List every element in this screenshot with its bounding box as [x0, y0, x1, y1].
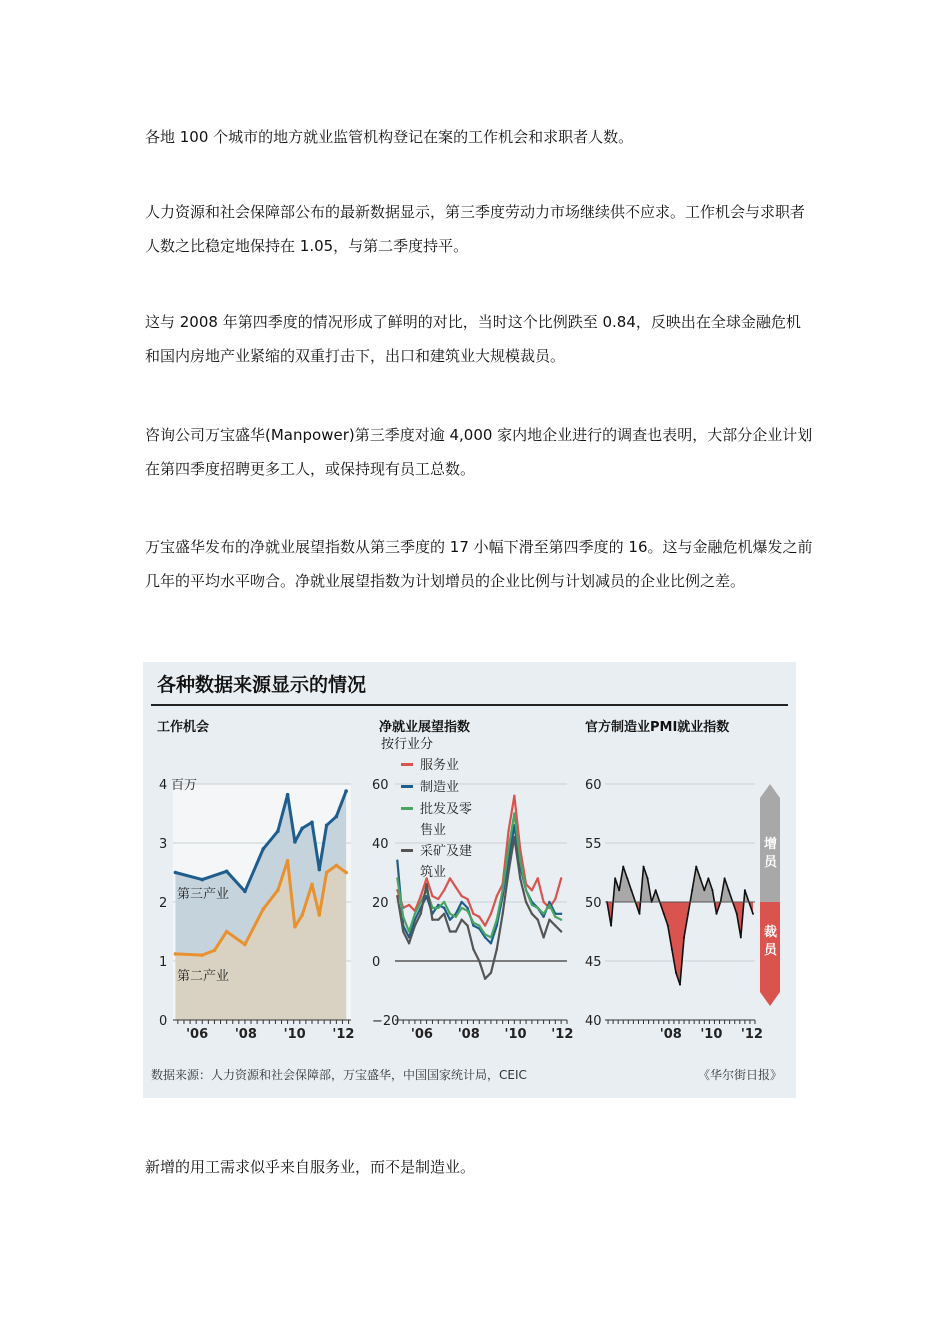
- chart2-point-3: [490, 936, 492, 938]
- chart1-point-tertiary: [325, 824, 329, 828]
- chart2-point-4: [507, 871, 509, 873]
- chart3-point: [703, 889, 705, 891]
- chart3-point: [740, 936, 742, 938]
- chart2-point-4: [525, 901, 527, 903]
- paragraph-1: 各地 100 个城市的地方就业监管机构登记在案的工作机会和求职者人数。: [145, 128, 634, 146]
- paragraph-5: 万宝盛华发布的净就业展望指数从第三季度的 17 小幅下滑至第四季度的 16。这与金融危机爆发之前几年的平均水平吻合。净就业展望指数为计划增员的企业比例与计划减员的企业比例之差。: [145, 538, 813, 590]
- chart2-point-3: [519, 860, 521, 862]
- chart2-point-1: [408, 904, 410, 906]
- chart2-subtitle: 按行业分: [381, 737, 434, 752]
- chart2-point-4: [402, 930, 404, 932]
- chart3-point: [736, 913, 738, 915]
- chart3-point: [679, 984, 681, 986]
- chart2-point-1: [554, 898, 556, 900]
- chart1-xtick-label: '08: [234, 1027, 257, 1042]
- chart2-point-4: [478, 960, 480, 962]
- chart2-point-3: [414, 913, 416, 915]
- chart2-point-4: [431, 919, 433, 921]
- chart1-point-secondary: [213, 949, 217, 953]
- chart1-point-tertiary: [243, 890, 247, 894]
- chart1-point-secondary: [174, 952, 178, 956]
- chart3-label-up: 增: [764, 837, 778, 852]
- chart2-point-3: [501, 889, 503, 891]
- chart3-xtick-label: '12: [740, 1027, 763, 1042]
- chart2-point-4: [437, 919, 439, 921]
- chart2-legend-label: 批发及零: [420, 802, 473, 817]
- chart1-point-secondary: [200, 953, 204, 957]
- chart2-point-2: [449, 919, 451, 921]
- chart3-label-down: 裁: [764, 925, 778, 940]
- chart2-point-2: [460, 901, 462, 903]
- chart3-point: [643, 866, 645, 868]
- chart2-point-4: [496, 948, 498, 950]
- chart2-point-2: [560, 913, 562, 915]
- figure-panel: [143, 662, 796, 1098]
- chart1-unit-label: 百万: [171, 778, 198, 793]
- chart1-point-tertiary: [310, 821, 314, 825]
- chart1-point-tertiary: [318, 868, 322, 872]
- chart2-point-4: [490, 972, 492, 974]
- chart2-point-4: [414, 924, 416, 926]
- chart2-point-4: [443, 913, 445, 915]
- figure-title: 各种数据来源显示的情况: [157, 674, 367, 696]
- chart1-ytick-label: 2: [159, 896, 168, 911]
- chart2-point-4: [531, 913, 533, 915]
- chart3-point: [728, 889, 730, 891]
- chart3-label-down-2: 员: [764, 943, 778, 958]
- paragraph-6: 新增的用工需求似乎来自服务业，而不是制造业。: [145, 1158, 476, 1176]
- chart1-point-secondary: [286, 859, 290, 863]
- chart3-point: [711, 889, 713, 891]
- chart2-point-1: [443, 889, 445, 891]
- chart1-xtick-label: '12: [332, 1027, 355, 1042]
- chart2-point-3: [472, 921, 474, 923]
- chart1-point-tertiary: [300, 826, 304, 830]
- chart1-ytick-label: 1: [159, 955, 168, 970]
- chart3-point: [707, 877, 709, 879]
- chart2-xtick-label: '08: [457, 1027, 480, 1042]
- chart3-title: 官方制造业PMI就业指数: [585, 720, 730, 735]
- chart2-point-4: [408, 942, 410, 944]
- chart2-point-2: [472, 924, 474, 926]
- chart2-point-1: [496, 895, 498, 897]
- chart2-point-3: [554, 916, 556, 918]
- chart2-legend-swatch: [401, 849, 413, 852]
- chart3-point: [626, 877, 628, 879]
- chart2-point-1: [449, 877, 451, 879]
- chart2-point-3: [542, 913, 544, 915]
- chart2-point-3: [420, 901, 422, 903]
- chart2-point-4: [484, 978, 486, 980]
- chart2-point-3: [484, 933, 486, 935]
- chart2-point-3: [525, 889, 527, 891]
- chart2-point-3: [513, 812, 515, 814]
- chart2-point-3: [455, 916, 457, 918]
- paragraph-4: 咨询公司万宝盛华(Manpower)第三季度对逾 4,000 家内地企业进行的调查也表明，大部分企业计划在第四季度招聘更多工人，或保持现有员工总数。: [145, 426, 813, 478]
- chart2-point-4: [501, 913, 503, 915]
- chart2-point-1: [472, 913, 474, 915]
- chart1-point-secondary: [344, 871, 348, 875]
- chart2-point-1: [437, 898, 439, 900]
- chart3-point: [675, 972, 677, 974]
- chart2-point-4: [420, 913, 422, 915]
- chart2-ytick-label: −20: [372, 1014, 400, 1029]
- chart2-title: 净就业展望指数: [379, 720, 471, 735]
- chart3-point: [695, 866, 697, 868]
- chart3-xtick-label: '10: [700, 1027, 723, 1042]
- chart2-point-3: [560, 919, 562, 921]
- chart2-point-4: [449, 930, 451, 932]
- chart1-title: 工作机会: [157, 720, 210, 735]
- chart1-point-tertiary: [200, 878, 204, 882]
- chart3-point: [614, 877, 616, 879]
- figure-publisher: 《华尔街日报》: [697, 1068, 782, 1082]
- chart2-point-4: [519, 877, 521, 879]
- chart3-point: [752, 913, 754, 915]
- chart1-point-tertiary: [276, 829, 280, 833]
- chart2-point-2: [490, 942, 492, 944]
- chart1-point-tertiary: [225, 870, 229, 874]
- chart1-point-secondary: [243, 943, 247, 947]
- paragraph-3: 这与 2008 年第四季度的情况形成了鲜明的对比，当时这个比例跌至 0.84，反映出在全球金融危机和国内房地产业紧缩的双重打击下，出口和建筑业大规模裁员。: [145, 313, 801, 365]
- chart2-point-1: [478, 916, 480, 918]
- chart2-point-1: [513, 795, 515, 797]
- chart2-point-3: [408, 930, 410, 932]
- chart1-point-secondary: [300, 913, 304, 917]
- chart2-point-4: [472, 948, 474, 950]
- chart3-point: [687, 913, 689, 915]
- chart3-ytick-label: 55: [585, 837, 602, 852]
- chart2-point-1: [507, 830, 509, 832]
- chart2-point-4: [560, 930, 562, 932]
- chart2-legend-label: 制造业: [420, 780, 460, 795]
- chart2-point-2: [443, 907, 445, 909]
- chart3-xtick-label: '08: [659, 1027, 682, 1042]
- chart2-point-2: [548, 901, 550, 903]
- chart3-point: [663, 913, 665, 915]
- chart3-point: [618, 889, 620, 891]
- chart2-point-3: [507, 848, 509, 850]
- chart3-point: [630, 889, 632, 891]
- chart3-point: [667, 925, 669, 927]
- chart2-point-4: [542, 936, 544, 938]
- chart3-point: [622, 866, 624, 868]
- chart1-point-tertiary: [174, 871, 178, 875]
- chart2-point-3: [443, 901, 445, 903]
- chart2-point-1: [484, 924, 486, 926]
- chart2-point-4: [537, 919, 539, 921]
- chart3-ytick-label: 45: [585, 955, 602, 970]
- chart3-ytick-label: 40: [585, 1014, 602, 1029]
- chart2-point-3: [460, 907, 462, 909]
- chart2-point-1: [431, 895, 433, 897]
- chart3-point: [744, 889, 746, 891]
- figure-source: 数据来源：人力资源和社会保障部，万宝盛华，中国国家统计局，CEIC: [151, 1068, 527, 1082]
- chart3-point: [715, 913, 717, 915]
- chart1-ytick-label: 3: [159, 837, 168, 852]
- chart2-point-1: [531, 889, 533, 891]
- chart2-point-4: [466, 924, 468, 926]
- chart2-point-1: [420, 895, 422, 897]
- chart1-ytick-label: 4: [159, 778, 168, 793]
- chart2-point-1: [537, 877, 539, 879]
- chart1-point-secondary: [225, 930, 229, 934]
- chart3-label-up-2: 员: [764, 855, 778, 870]
- chart1-point-secondary: [310, 883, 314, 887]
- chart2-point-4: [396, 895, 398, 897]
- chart2-legend-swatch: [401, 807, 413, 810]
- chart3-point: [638, 913, 640, 915]
- chart1-point-secondary: [276, 888, 280, 892]
- chart1-point-tertiary: [261, 847, 265, 851]
- chart2-legend-swatch: [401, 785, 413, 788]
- chart1-point-secondary: [293, 925, 297, 929]
- chart2-legend-swatch: [401, 763, 413, 766]
- chart2-point-2: [484, 936, 486, 938]
- chart1-point-tertiary: [335, 815, 339, 819]
- chart3-ytick-label: 60: [585, 778, 602, 793]
- chart1-ytick-label: 0: [159, 1014, 168, 1029]
- chart2-legend-label-cont: 售业: [420, 823, 447, 838]
- chart2-point-2: [542, 916, 544, 918]
- chart2-point-4: [554, 924, 556, 926]
- charts-canvas: [143, 662, 796, 1098]
- chart2-point-4: [513, 836, 515, 838]
- chart2-point-2: [466, 907, 468, 909]
- chart2-legend-label-cont: 筑业: [420, 865, 447, 880]
- chart2-ytick-label: 60: [372, 778, 389, 793]
- chart1-point-secondary: [318, 913, 322, 917]
- chart1-point-tertiary: [344, 789, 348, 793]
- chart2-legend-label: 服务业: [420, 758, 460, 773]
- chart2-point-3: [396, 877, 398, 879]
- paragraph-2: 人力资源和社会保障部公布的最新数据显示，第三季度劳动力市场继续供不应求。工作机会与求职者人数之比稳定地保持在 1.05，与第二季度持平。: [145, 203, 806, 255]
- chart2-point-4: [548, 919, 550, 921]
- chart2-point-1: [460, 895, 462, 897]
- chart3-point: [691, 889, 693, 891]
- chart2-point-3: [449, 913, 451, 915]
- chart2-ytick-label: 0: [372, 955, 381, 970]
- chart3-point: [683, 936, 685, 938]
- chart2-point-3: [402, 916, 404, 918]
- chart2-point-3: [496, 919, 498, 921]
- chart2-point-1: [455, 886, 457, 888]
- chart2-point-1: [560, 877, 562, 879]
- chart1-point-secondary: [325, 871, 329, 875]
- chart2-point-2: [396, 860, 398, 862]
- chart3-point: [671, 948, 673, 950]
- chart1-point-secondary: [261, 907, 265, 911]
- chart1-point-tertiary: [293, 840, 297, 844]
- chart3-point: [699, 877, 701, 879]
- chart2-point-3: [537, 907, 539, 909]
- chart2-point-1: [466, 898, 468, 900]
- chart3-ytick-label: 50: [585, 896, 602, 911]
- chart2-point-3: [531, 904, 533, 906]
- chart2-xtick-label: '10: [504, 1027, 527, 1042]
- chart2-point-3: [466, 910, 468, 912]
- chart1-point-tertiary: [286, 793, 290, 797]
- chart3-point: [647, 877, 649, 879]
- chart2-point-3: [437, 907, 439, 909]
- chart1-xtick-label: '06: [186, 1027, 209, 1042]
- chart1-point-secondary: [335, 864, 339, 868]
- chart2-point-1: [490, 913, 492, 915]
- chart2-xtick-label: '06: [410, 1027, 433, 1042]
- chart2-point-4: [425, 883, 427, 885]
- chart2-point-3: [478, 924, 480, 926]
- chart2-point-4: [455, 930, 457, 932]
- chart2-legend-label: 采矿及建: [420, 844, 473, 859]
- chart3-point: [724, 877, 726, 879]
- chart1-label-secondary: 第二产业: [177, 969, 230, 984]
- chart2-point-4: [460, 919, 462, 921]
- chart3-point: [610, 925, 612, 927]
- chart2-ytick-label: 40: [372, 837, 389, 852]
- chart3-point: [655, 889, 657, 891]
- chart2-point-3: [548, 904, 550, 906]
- chart2-point-1: [542, 901, 544, 903]
- chart2-xtick-label: '12: [551, 1027, 574, 1042]
- chart2-ytick-label: 20: [372, 896, 389, 911]
- chart1-xtick-label: '10: [283, 1027, 306, 1042]
- chart1-label-tertiary: 第三产业: [177, 887, 230, 902]
